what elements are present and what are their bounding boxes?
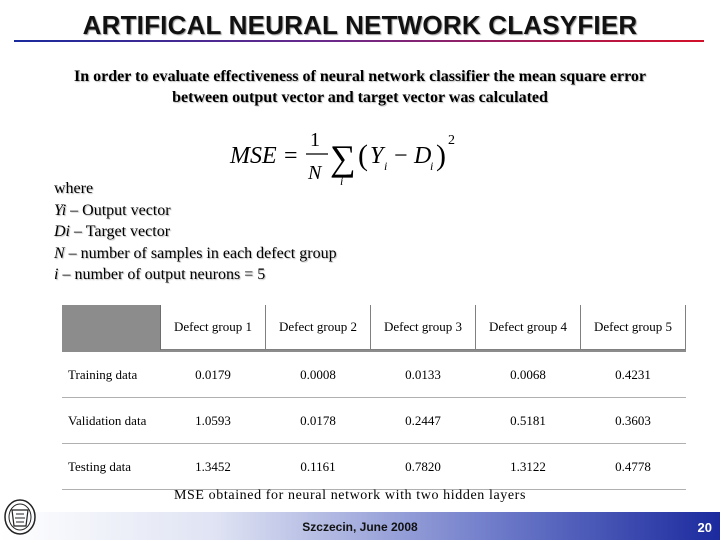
mse-formula xyxy=(228,126,468,186)
definition-where: where xyxy=(54,180,94,197)
definition-output-vector: Yi – Output vector xyxy=(54,201,171,219)
table-header-row xyxy=(62,305,686,350)
table-row xyxy=(62,444,686,490)
intro-line-2: between output vector and target vector was calculated xyxy=(172,89,548,106)
table-cell: 0.2447 xyxy=(371,398,476,444)
formula-eq: = xyxy=(284,143,298,169)
intro-line-1: In order to evaluate effectiveness of neural network classifier the mean square error xyxy=(73,68,647,85)
target-subscript: i xyxy=(430,159,434,173)
definition-neurons: i – number of output neurons = 5 xyxy=(54,266,266,283)
exponent: 2 xyxy=(448,133,455,148)
table-row xyxy=(62,352,686,398)
summation-sign: ∑ xyxy=(330,138,356,178)
table-cell: 0.3603 xyxy=(581,398,686,444)
definitions xyxy=(54,178,337,286)
table-cell: 0.0008 xyxy=(266,352,371,398)
table-cell: 0.4231 xyxy=(581,352,686,398)
table-cell: 1.3452 xyxy=(161,444,266,490)
formula-numerator: 1 xyxy=(310,129,320,151)
column-header: Defect group 5 xyxy=(581,305,686,350)
target-symbol: D xyxy=(414,143,432,169)
table-cell: 1.0593 xyxy=(161,398,266,444)
slide-title: ARTIFICAL NEURAL NETWORK CLASYFIER xyxy=(82,10,638,40)
row-label: Training data xyxy=(62,352,161,398)
table-caption: MSE obtained for neural network with two hidden layers xyxy=(174,488,526,503)
intro-text xyxy=(40,66,680,108)
output-symbol: Y xyxy=(370,143,384,169)
table-cell: 0.5181 xyxy=(476,398,581,444)
close-paren: ) xyxy=(436,139,446,172)
table-cell: 0.0178 xyxy=(266,398,371,444)
table-cell: 0.0179 xyxy=(161,352,266,398)
row-label: Validation data xyxy=(62,398,161,444)
header-corner xyxy=(62,305,161,350)
column-header: Defect group 2 xyxy=(266,305,371,350)
formula-lhs: MSE xyxy=(230,143,277,169)
output-subscript: i xyxy=(384,159,388,173)
table-cell: 0.1161 xyxy=(266,444,371,490)
row-label: Testing data xyxy=(62,444,161,490)
table-row xyxy=(62,398,686,444)
table-cell: 0.0068 xyxy=(476,352,581,398)
title-underline xyxy=(14,40,704,42)
table-cell: 0.4778 xyxy=(581,444,686,490)
sum-index: i xyxy=(340,174,344,186)
footer-location-date: Szczecin, June 2008 xyxy=(302,520,418,534)
mse-results-table xyxy=(62,305,686,490)
minus-sign: − xyxy=(394,143,408,169)
column-header: Defect group 4 xyxy=(476,305,581,350)
column-header: Defect group 3 xyxy=(371,305,476,350)
page-number: 20 xyxy=(697,520,712,535)
column-header: Defect group 1 xyxy=(161,305,266,350)
table-cell: 1.3122 xyxy=(476,444,581,490)
definition-target-vector: Di – Target vector xyxy=(54,223,171,240)
formula-denominator: N xyxy=(308,162,322,184)
open-paren: ( xyxy=(358,139,368,172)
table-cell: 0.0133 xyxy=(371,352,476,398)
table-cell: 0.7820 xyxy=(371,444,476,490)
definition-samples: N – number of samples in each defect group xyxy=(54,244,337,262)
